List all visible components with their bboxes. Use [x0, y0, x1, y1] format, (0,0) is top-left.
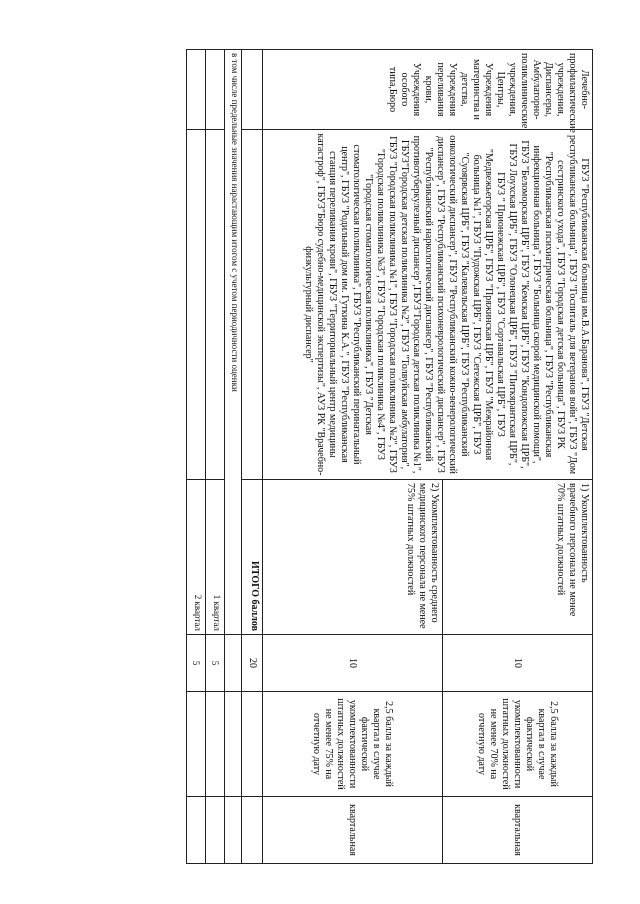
total-empty-cell [242, 797, 263, 864]
total-empty-cell [242, 50, 263, 130]
criterion-1-period: квартальная [443, 797, 593, 864]
quarter-empty-cell [187, 50, 206, 130]
quarter-empty-cell [187, 692, 206, 797]
criteria-table [186, 49, 593, 864]
category-cell: Лечебно-профилактические учреждения, Диспансеры, Амбулаторно-поликлинические учреждения, Центры, Учреждения материнства и детства, Учреждения переливания крови, Учреждения особого типа,Бюро [263, 50, 593, 130]
quarter-row [206, 50, 225, 864]
rotated-table-sheet [58, 49, 593, 856]
criterion-1-rule: 2,5 балла за каждый квартал в случае фактической укомплектованности штатных должностей не менее 70% на отчетную дату [443, 692, 593, 797]
note-empty-cell [225, 797, 242, 864]
note-row [225, 50, 242, 864]
total-empty-cell [242, 130, 263, 480]
criterion-2-points: 10 [263, 635, 443, 692]
criterion-2-text: 2) Укомплектованность среднего медицинского персонала не менее 75% штатных должностей [263, 480, 443, 635]
criterion-1-points: 10 [443, 635, 593, 692]
quarter-empty-cell [206, 130, 225, 480]
quarter-1-label: 1 квартал [206, 480, 225, 635]
quarter-empty-cell [206, 50, 225, 130]
total-empty-cell [242, 692, 263, 797]
quarter-empty-cell [206, 797, 225, 864]
total-label: ИТОГО баллов [242, 480, 263, 635]
note-text: в том числе предельные значения нарастающим итогом с учетом периодичности оценки [225, 50, 242, 635]
note-empty-cell [225, 635, 242, 692]
quarter-row [187, 50, 206, 864]
quarter-2-value: 5 [187, 635, 206, 692]
quarter-empty-cell [206, 692, 225, 797]
criterion-1-text: 1) Укомплектованность врачебного персонала не менее 70% штатных должностей [443, 480, 593, 635]
quarter-1-value: 5 [206, 635, 225, 692]
table-row [443, 50, 593, 864]
note-empty-cell [225, 692, 242, 797]
total-value: 20 [242, 635, 263, 692]
total-row [242, 50, 263, 864]
criterion-2-period: квартальная [263, 797, 443, 864]
quarter-empty-cell [187, 130, 206, 480]
institutions-cell: ГБУЗ "Республиканская больница им.В.А.Баранова", ГБУЗ "Детская республиканская больница", ГБУЗ "Госпиталь для ветеранов войн", ГБУЗ "Дом сестринского ухода", ГБУЗ "Городская детская больница", ГБУЗ РК "Республиканская психиатрическая больница", ГБУЗ "Республиканская инфекционная больница", ГБУЗ "Больница скорой медицинской помощи", ГБУЗ "Беломорская ЦРБ", ГБУЗ "Кемская ЦРБ", ГБУЗ "Кондопожская ЦРБ", ГБУЗ Лоухская ЦРБ", ГБУЗ "Олонецкая ЦРБ", ГБУЗ "Питкярантская ЦРБ", ГБУЗ " Прионежская ЦРБ", ГБУЗ "Сортавальская ЦРБ", ГБУЗ "Медвежьегорская ЦРБ", ГБУЗ "Пряжинская ЦРБ", ГБУЗ "Межрайонная больница №1", ГБУЗ "Пудожская ЦРБ", ГБУЗ "Сегежская ЦРБ", ГБУЗ "Суоярвская ЦРБ", ГБУЗ "Калевальская ЦРБ", ГБУЗ "Республиканский онкологический диспансер", ГБУЗ "Республиканский кожно-венерологический диспансер", ГБУЗ "Республиканский психоневрологический диспансер", ГБУЗ "Республиканский наркологический диспансер", ГБУЗ "Республиканский противотуберкулезный диспансер",ГБУЗ"Городская детская поликлиника №1", ГБУЗ"Городская детская поликлиника №2", ГБУЗ "Толвуйская амбулатория", ГБУЗ "Городская поликлиника №1", ГБУЗ "Городская поликлиника №2", ГБУЗ "Городская поликлиника №3", ГБУЗ "Городская поликлиника №4", ГБУЗ "Городская стоматологическая поликлиника", ГБУЗ "Детская стоматологическая поликлиника", ГБУЗ "Республиканский перинатальный центр", ГБУЗ "Родильный дом им. Гуткина К.А.", ГБУЗ "Республиканская станция переливания крови", ГБУЗ "Территориальный центр медицины катастроф", ГБУЗ"Бюро судебно-медицинской экспертизы", АУЗ РК "Врачебно-физкультурный диспансер" [263, 130, 593, 480]
criterion-2-rule: 2,5 балла за каждый квартал в случае фактической укомплектованности штатных должностей не менее 75% на отчетную дату [263, 692, 443, 797]
quarter-empty-cell [187, 797, 206, 864]
quarter-2-label: 2 квартал [187, 480, 206, 635]
